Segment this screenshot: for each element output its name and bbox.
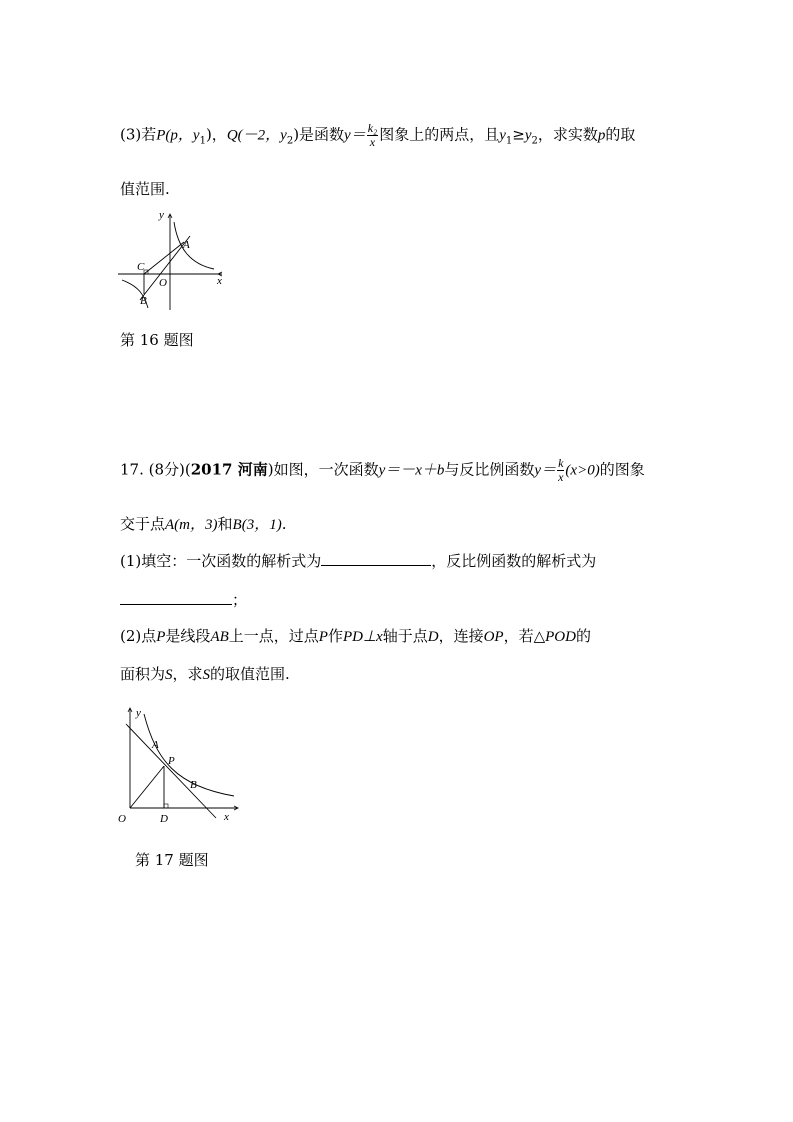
fig16-label-b: B	[140, 295, 147, 307]
q17-part2-g: ，若△	[503, 627, 546, 645]
fig17-line-op	[130, 766, 164, 808]
q17-line1-end: 的图象	[599, 460, 645, 479]
fig17-caption: 第 17 题图	[135, 851, 209, 869]
q16-var-p: p	[597, 127, 606, 144]
fig17-label-x: x	[224, 811, 229, 823]
q17-part1-text-a: (1)填空：一次函数的解析式为	[120, 552, 322, 570]
q17-part2-op: OP	[483, 629, 504, 645]
q17-blank-inverse[interactable]	[120, 590, 232, 605]
q17-point-b: B(3，1)	[232, 517, 282, 533]
q17-mid-text: 与反比例函数	[444, 460, 535, 479]
q17-line2	[120, 514, 286, 535]
q17-line2-b: 和	[217, 515, 233, 533]
q16-ineq-a: y	[499, 127, 506, 144]
fig17-right-angle	[164, 804, 168, 808]
fig17-label-a: A	[152, 739, 159, 751]
q17-part2-b: 是线段	[165, 627, 211, 645]
q17-after-source: )如图，一次函数	[267, 460, 379, 479]
fig16-diagram	[118, 208, 230, 312]
q17-line2-a: 交于点	[120, 515, 166, 533]
q17-part2-p2: P	[318, 629, 328, 645]
q17-part2-c: 上一点，过点	[228, 627, 319, 645]
fig17-hyperbola	[144, 714, 234, 796]
fig17-label-d: D	[160, 813, 168, 825]
q16-text3: ，求实数	[537, 125, 598, 144]
fig16-label-c: C	[137, 261, 145, 273]
q17-part2-d: 作	[327, 627, 343, 645]
q17-part2-s2: S	[202, 667, 211, 683]
fig17-label-y: y	[136, 707, 141, 719]
fig16-label-y: y	[159, 209, 164, 221]
q16-frac-den: x	[369, 135, 376, 149]
q16-fraction	[367, 122, 379, 149]
q17-linear-expr: y＝－x＋b	[378, 462, 445, 479]
fig17-diagram	[116, 704, 240, 826]
q16-point-q-sub: 2	[286, 135, 294, 147]
q17-part2-p: P	[156, 629, 166, 645]
q16-text2: 图象上的两点，且	[379, 125, 500, 144]
q17-point-a: A(m，3)	[165, 517, 218, 533]
q17-part2-line2-a: 面积为	[120, 665, 166, 683]
q16-ineq-a-sub: 1	[505, 135, 513, 147]
q16-y-equals: y＝	[344, 127, 366, 144]
q17-part2-e: 轴于点	[382, 627, 428, 645]
q17-part2-pd: PD⊥x	[342, 629, 383, 645]
fig17-label-o: O	[118, 813, 126, 825]
q17-source: 2017 河南	[190, 460, 268, 479]
q17-part2-ab: AB	[210, 629, 229, 645]
q16-ineq-b-sub: 2	[531, 135, 538, 147]
q17-part2-d-point: D	[427, 629, 439, 645]
q16-point-p-sub: 1	[199, 135, 206, 147]
q17-line2-end: .	[281, 515, 287, 533]
q17-line1	[120, 457, 645, 484]
q17-frac-den: x	[558, 470, 564, 484]
fig16-caption: 第 16 题图	[120, 331, 194, 349]
q17-part2-s: S	[165, 667, 173, 683]
q16-point-p: P(p，y	[156, 127, 200, 144]
q17-part1-end: ；	[232, 591, 248, 609]
q17-number: 17. (8分)(	[120, 460, 191, 479]
q16-part3-label: (3)若	[120, 125, 157, 144]
q17-part2-pod: POD	[545, 629, 576, 645]
q17-part1-line1	[120, 551, 596, 571]
q17-inverse-y: y＝	[534, 462, 557, 479]
q17-frac-num: k	[558, 456, 564, 470]
q16-frac-num: k₂	[367, 121, 378, 135]
q17-part2-a: (2)点	[120, 627, 157, 645]
q17-part2-line2-c: 的取值范围.	[210, 665, 290, 683]
q17-condition: (x>0)	[565, 462, 600, 479]
fig16-label-x: x	[217, 275, 222, 287]
fig17-label-p: P	[168, 755, 175, 767]
q16-part3-line2: 值范围.	[120, 180, 170, 198]
q16-ineq-op: ≥	[512, 125, 525, 144]
q17-part2-line2	[120, 664, 290, 685]
q17-part2-h: 的	[575, 627, 591, 645]
q16-point-q-close: )是函数	[293, 125, 345, 144]
q16-ineq-b: y	[524, 127, 532, 144]
q16-point-p-close: )，	[205, 125, 227, 144]
q17-part1-line2	[120, 590, 247, 610]
fig17-label-b: B	[190, 779, 197, 791]
q17-part2-f: ，连接	[438, 627, 484, 645]
q17-part1-text-b: ，反比例函数的解析式为	[431, 552, 597, 570]
q17-fraction	[557, 457, 564, 484]
fig16-label-o: O	[159, 277, 167, 289]
q16-point-q: Q(－2，y	[226, 127, 287, 144]
q16-part3-line1	[120, 122, 635, 152]
q17-part2-line1	[120, 626, 591, 647]
q16-text4: 的取	[605, 125, 636, 144]
q17-part2-line2-b: ，求	[172, 665, 203, 683]
fig17-line-ab	[126, 724, 216, 818]
fig16-label-a: A	[183, 239, 190, 251]
q17-blank-linear[interactable]	[321, 551, 431, 566]
